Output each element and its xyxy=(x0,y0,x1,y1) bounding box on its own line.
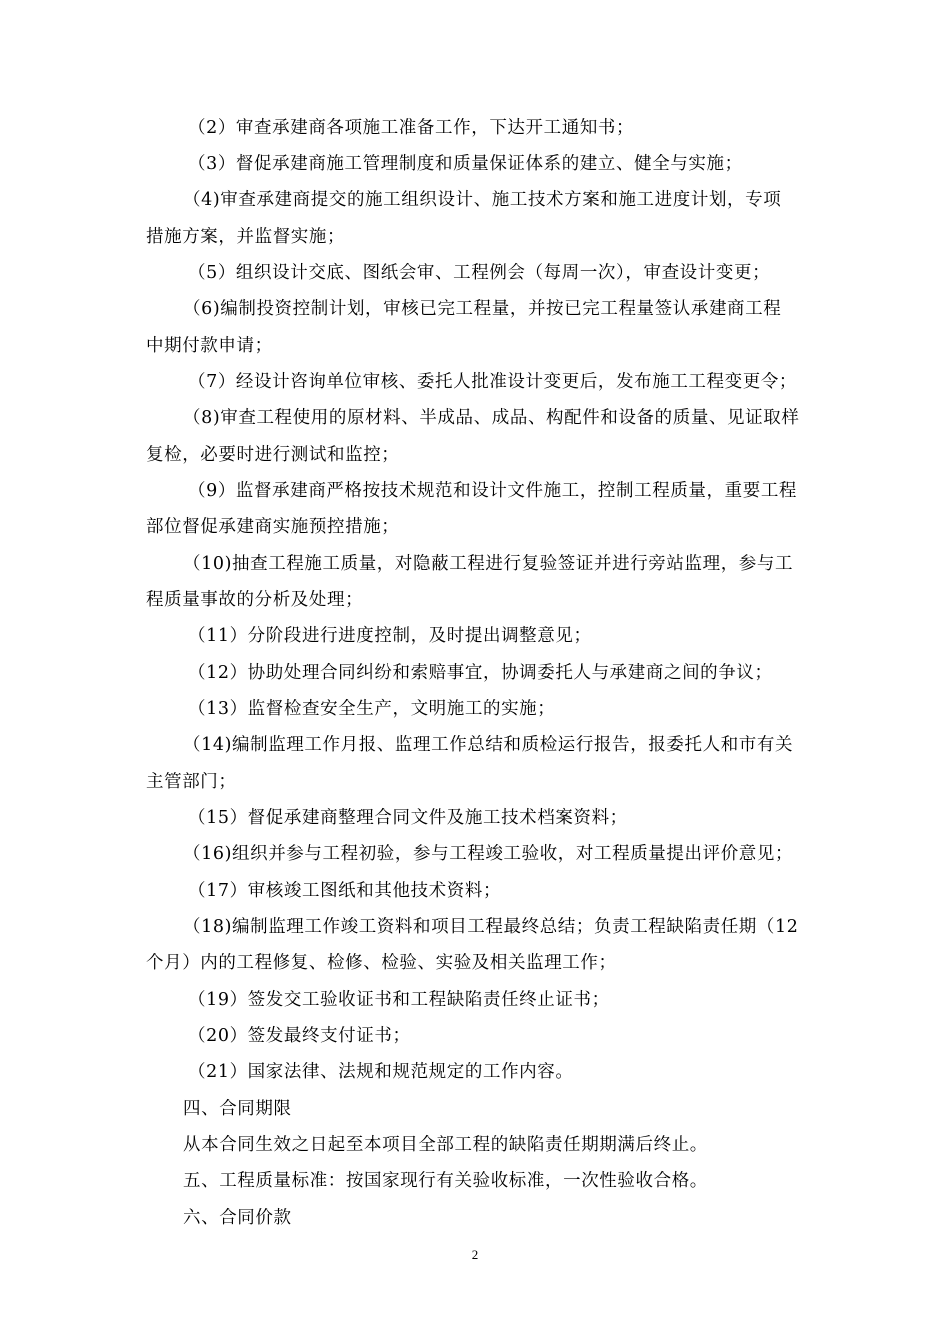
text-line-3: （4)审查承建商提交的施工组织设计、施工技术方案和施工进度计划，专项 xyxy=(183,190,782,210)
section-heading-quality-standard: 五、工程质量标准：按国家现行有关验收标准，一次性验收合格。 xyxy=(183,1171,708,1191)
text-line-18: （14)编制监理工作月报、监理工作总结和质检运行报告，报委托人和市有关 xyxy=(183,735,794,755)
text-line-16: （12）协助处理合同纠纷和索赔事宜，协调委托人与承建商之间的争议； xyxy=(188,663,773,683)
text-line-21: （16)组织并参与工程初验，参与工程竣工验收，对工程质量提出评价意见； xyxy=(183,844,794,864)
text-line-4: 措施方案，并监督实施； xyxy=(146,227,346,247)
text-line-10: 复检，必要时进行测试和监控； xyxy=(146,445,400,465)
text-line-7: 中期付款申请； xyxy=(146,336,273,356)
text-line-12: 部位督促承建商实施预控措施； xyxy=(146,517,400,537)
section-heading-contract-term: 四、合同期限 xyxy=(183,1099,292,1119)
text-line-26: （20）签发最终支付证书； xyxy=(188,1026,411,1046)
text-line-5: （5）组织设计交底、图纸会审、工程例会（每周一次），审查设计变更； xyxy=(188,263,771,283)
text-line-17: （13）监督检查安全生产，文明施工的实施； xyxy=(188,699,556,719)
text-line-9: （8)审查工程使用的原材料、半成品、成品、构配件和设备的质量、见证取样 xyxy=(183,408,800,428)
page-number: 2 xyxy=(471,1247,479,1262)
text-line-22: （17）审核竣工图纸和其他技术资料； xyxy=(188,881,502,901)
text-line-8: （7）经设计咨询单位审核、委托人批准设计变更后，发布施工工程变更令； xyxy=(188,372,798,392)
text-line-15: （11）分阶段进行进度控制，及时提出调整意见； xyxy=(188,626,592,646)
text-line-11: （9）监督承建商严格按技术规范和设计文件施工，控制工程质量，重要工程 xyxy=(188,481,798,501)
section-heading-contract-price: 六、合同价款 xyxy=(183,1208,292,1228)
text-line-13: （10)抽查工程施工质量，对隐蔽工程进行复验签证并进行旁站监理，参与工 xyxy=(183,554,794,574)
text-line-1: （2）审查承建商各项施工准备工作，下达开工通知书； xyxy=(188,118,635,138)
text-line-2: （3）督促承建商施工管理制度和质量保证体系的建立、健全与实施； xyxy=(188,154,743,174)
text-line-20: （15）督促承建商整理合同文件及施工技术档案资料； xyxy=(188,808,628,828)
text-line-29: 从本合同生效之日起至本项目全部工程的缺陷责任期期满后终止。 xyxy=(183,1135,708,1155)
text-line-6: （6)编制投资控制计划，审核已完工程量，并按已完工程量签认承建商工程 xyxy=(183,299,782,319)
text-line-23: （18)编制监理工作竣工资料和项目工程最终总结；负责工程缺陷责任期（12 xyxy=(183,917,799,937)
text-line-19: 主管部门； xyxy=(146,772,237,792)
text-line-25: （19）签发交工验收证书和工程缺陷责任终止证书； xyxy=(188,990,610,1010)
text-line-27: （21）国家法律、法规和规范规定的工作内容。 xyxy=(188,1062,574,1082)
text-line-24: 个月）内的工程修复、检修、检验、实验及相关监理工作； xyxy=(146,953,617,973)
text-line-14: 程质量事故的分析及处理； xyxy=(146,590,364,610)
